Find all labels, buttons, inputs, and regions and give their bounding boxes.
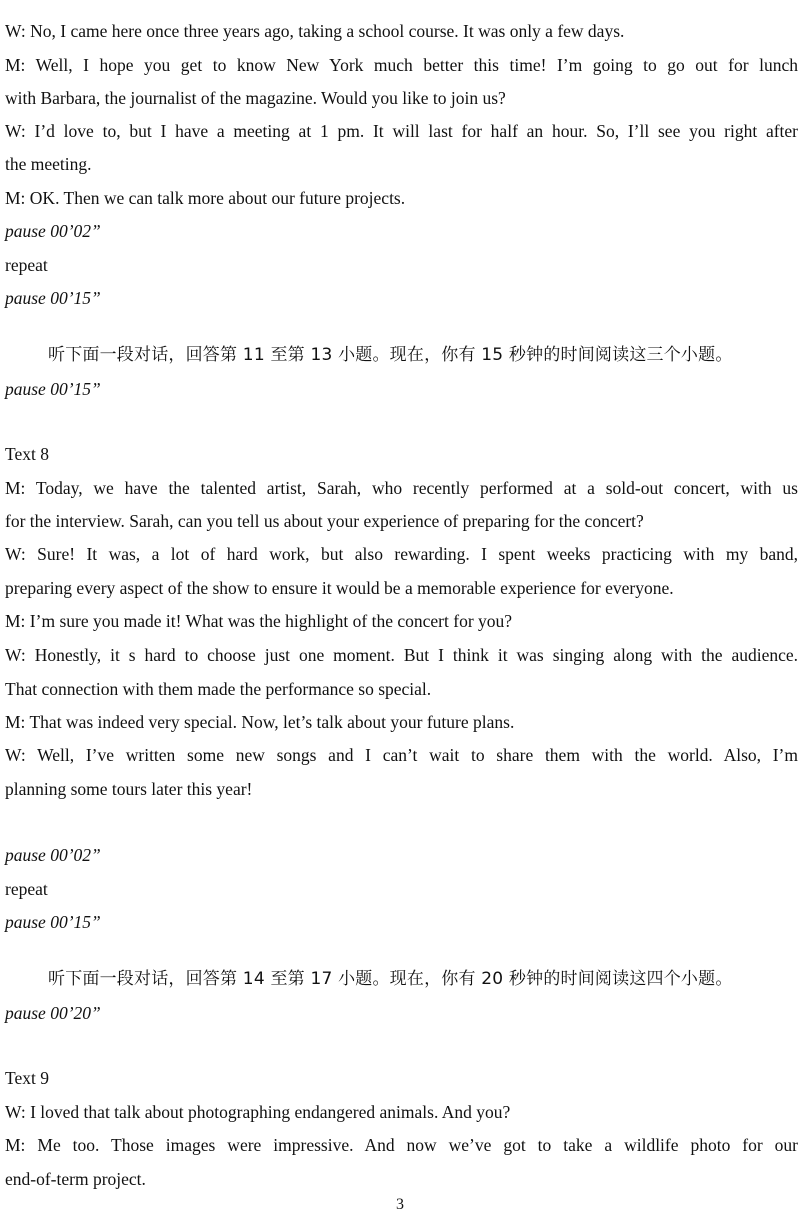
dialogue-line: for the interview. Sarah, can you tell us about your experience of preparing for the concert? [5,511,644,531]
pause-instruction: pause 00’20” [5,1003,101,1023]
pause-instruction: pause 00’02” [5,845,101,865]
repeat-instruction: repeat [5,879,48,899]
dialogue-line: the meeting. [5,154,92,174]
chinese-instruction: 听下面一段对话，回答第 14 至第 17 小题。现在，你有 20 秒钟的时间阅读这四个小题。 [48,969,733,989]
dialogue-line: M: Today, we have the talented artist, Sarah, who recently performed at a sold-out concert, with us [5,478,798,498]
dialogue-line: W: I loved that talk about photographing endangered animals. And you? [5,1102,511,1122]
pause-instruction: pause 00’15” [5,379,101,399]
dialogue-line: M: That was indeed very special. Now, let’s talk about your future plans. [5,712,515,732]
dialogue-line: W: No, I came here once three years ago, taking a school course. It was only a few days. [5,21,625,41]
pause-instruction: pause 00’15” [5,912,101,932]
dialogue-line: M: OK. Then we can talk more about our future projects. [5,188,406,208]
repeat-instruction: repeat [5,255,48,275]
section-heading: Text 9 [5,1068,49,1088]
dialogue-line: planning some tours later this year! [5,779,253,799]
dialogue-line: preparing every aspect of the show to ensure it would be a memorable experience for everyone. [5,578,674,598]
dialogue-line: W: I’d love to, but I have a meeting at 1 pm. It will last for half an hour. So, I’ll see you right after [5,121,798,141]
section-heading: Text 8 [5,444,49,464]
pause-instruction: pause 00’15” [5,288,101,308]
dialogue-line: M: I’m sure you made it! What was the highlight of the concert for you? [5,611,513,631]
dialogue-line: M: Me too. Those images were impressive. And now we’ve got to take a wildlife photo for our [5,1135,798,1155]
dialogue-line: W: Sure! It was, a lot of hard work, but also rewarding. I spent weeks practicing with my band, [5,544,798,564]
dialogue-line: with Barbara, the journalist of the magazine. Would you like to join us? [5,88,506,108]
dialogue-line: M: Well, I hope you get to know New York much better this time! I’m going to go out for lunch [5,55,798,75]
chinese-instruction: 听下面一段对话，回答第 11 至第 13 小题。现在，你有 15 秒钟的时间阅读这三个小题。 [48,345,733,365]
dialogue-line: W: Honestly, it s hard to choose just one moment. But I think it was singing along with the audience. [5,645,798,665]
pause-instruction: pause 00’02” [5,221,101,241]
dialogue-line: W: Well, I’ve written some new songs and I can’t wait to share them with the world. Also, I’m [5,745,798,765]
page-number: 3 [396,1196,404,1213]
dialogue-line: end-of-term project. [5,1169,146,1189]
dialogue-line: That connection with them made the performance so special. [5,679,432,699]
